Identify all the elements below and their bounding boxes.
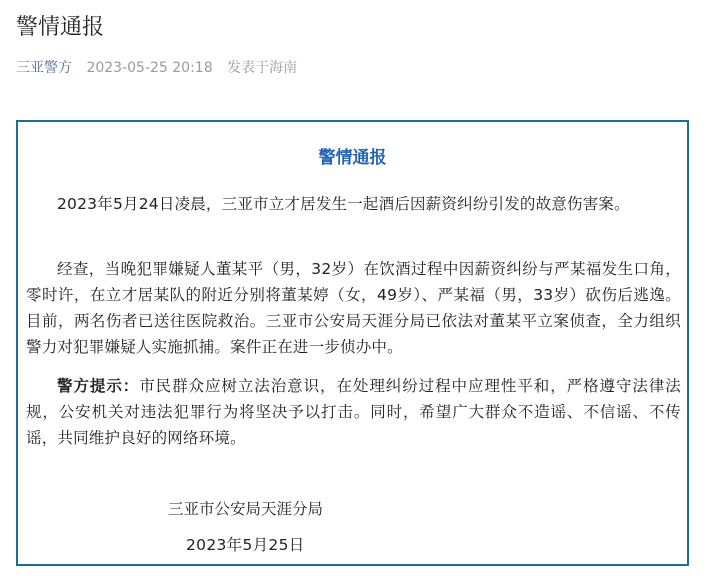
notice-signature: 三亚市公安局天涯分局 <box>168 500 324 518</box>
tip-label: 警方提示： <box>57 377 140 395</box>
tip-text: 市民群众应树立法治意识，在处理纠纷过程中应理性平和，严格遵守法律法规，公安机关对违法犯罪行为将坚决予以打击。同时，希望广大群众不造谣、不信谣、不传谣，共同维护良好的网络环境。 <box>26 377 681 447</box>
article-title: 警情通报 <box>16 15 105 40</box>
notice-box <box>16 120 689 566</box>
publish-location: 发表于海南 <box>227 60 298 76</box>
notice-date: 2023年5月25日 <box>186 536 305 554</box>
account-name-link[interactable]: 三亚警方 <box>16 60 72 76</box>
notice-paragraph-tip <box>26 373 681 451</box>
publish-time: 2023-05-25 20:18 <box>86 60 213 76</box>
notice-paragraph-2: 经查，当晚犯罪嫌疑人董某平（男，32岁）在饮酒过程中因薪资纠纷与严某福发生口角，零时许，在立才居某队的附近分别将董某婷（女，49岁）、严某福（男，33岁）砍伤后逃逸。目前，两名伤者已送往医院救治。三亚市公安局天涯分局已依法对董某平立案侦查，全力组织警力对犯罪嫌疑人实施抓捕。案件正在进一步侦办中。 <box>26 260 681 356</box>
notice-heading: 警情通报 <box>318 148 387 168</box>
notice-paragraph-1: 2023年5月24日凌晨，三亚市立才居发生一起酒后因薪资纠纷引发的故意伤害案。 <box>57 195 630 213</box>
article-meta <box>16 58 297 78</box>
